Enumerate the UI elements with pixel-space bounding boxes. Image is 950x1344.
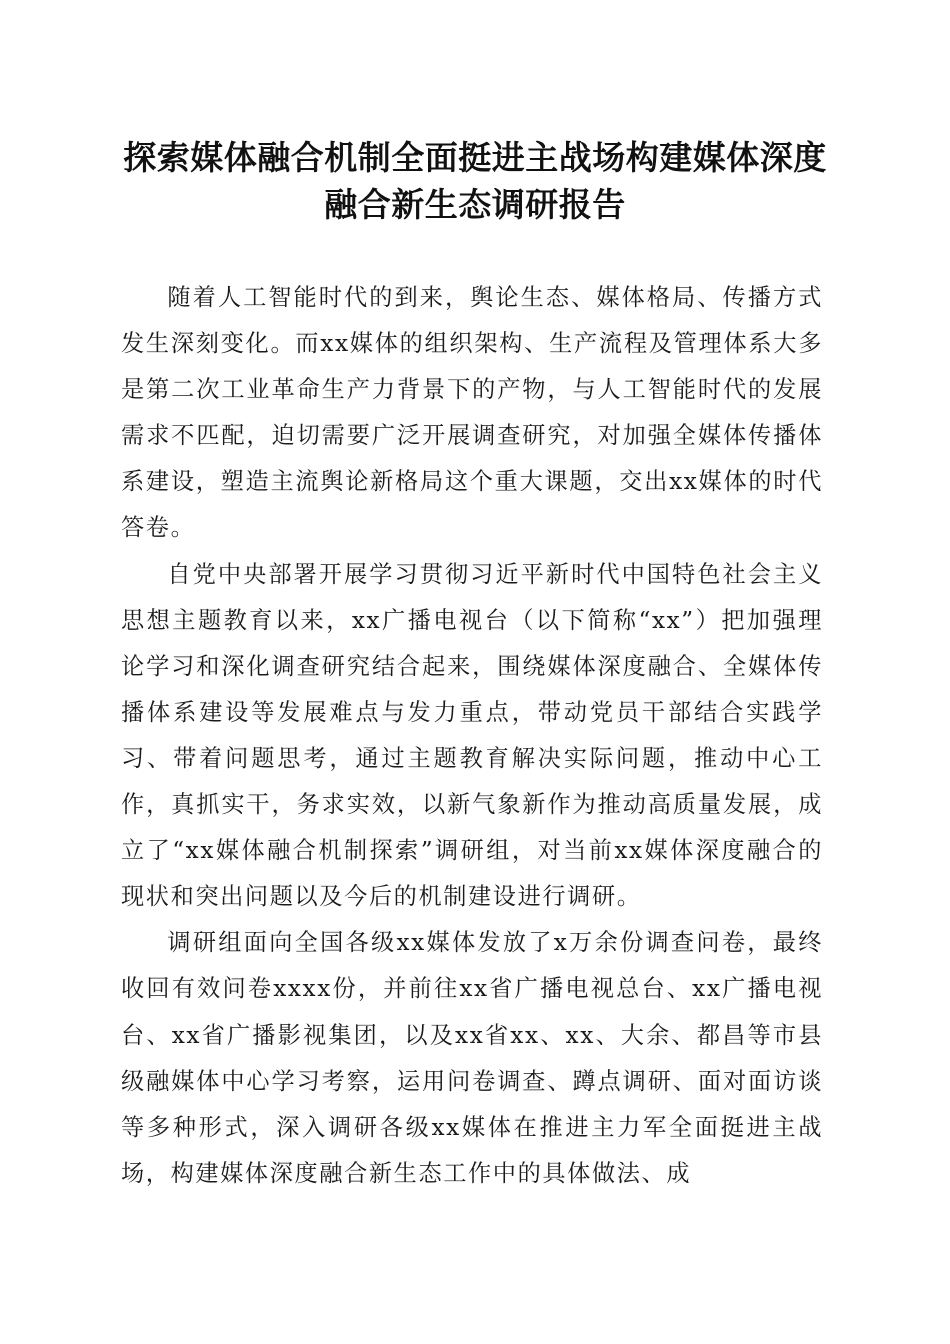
paragraph-3: 调研组面向全国各级xx媒体发放了x万余份调查问卷，最终收回有效问卷xxxx份，并前往xx省广播电视总台、xx广播电视台、xx省广播影视集团，以及xx省xx、xx、大余、都昌等市县级融媒体中心学习考察，运用问卷调查、蹲点调研、面对面访谈等多种形式，深入调研各级xx媒体在推进主力军全面挺进主战场，构建媒体深度融合新生态工作中的具体做法、成 xyxy=(121,929,823,1187)
document-body xyxy=(121,275,823,1197)
paragraph-1: 随着人工智能时代的到来，舆论生态、媒体格局、传播方式发生深刻变化。而xx媒体的组织架构、生产流程及管理体系大多是第二次工业革命生产力背景下的产物，与人工智能时代的发展需求不匹配，迫切需要广泛开展调查研究，对加强全媒体传播体系建设，塑造主流舆论新格局这个重大课题，交出xx媒体的时代答卷。 xyxy=(121,284,823,542)
paragraph-2: 自党中央部署开展学习贯彻习近平新时代中国特色社会主义思想主题教育以来，xx广播电视台（以下简称“xx”）把加强理论学习和深化调查研究结合起来，围绕媒体深度融合、全媒体传播体系建设等发展难点与发力重点，带动党员干部结合实践学习、带着问题思考，通过主题教育解决实际问题，推动中心工作，真抓实干，务求实效，以新气象新作为推动高质量发展，成立了“xx媒体融合机制探索”调研组，对当前xx媒体深度融合的现状和突出问题以及今后的机制建设进行调研。 xyxy=(121,560,823,911)
document-title: 探索媒体融合机制全面挺进主战场构建媒体深度融合新生态调研报告 xyxy=(123,138,827,224)
